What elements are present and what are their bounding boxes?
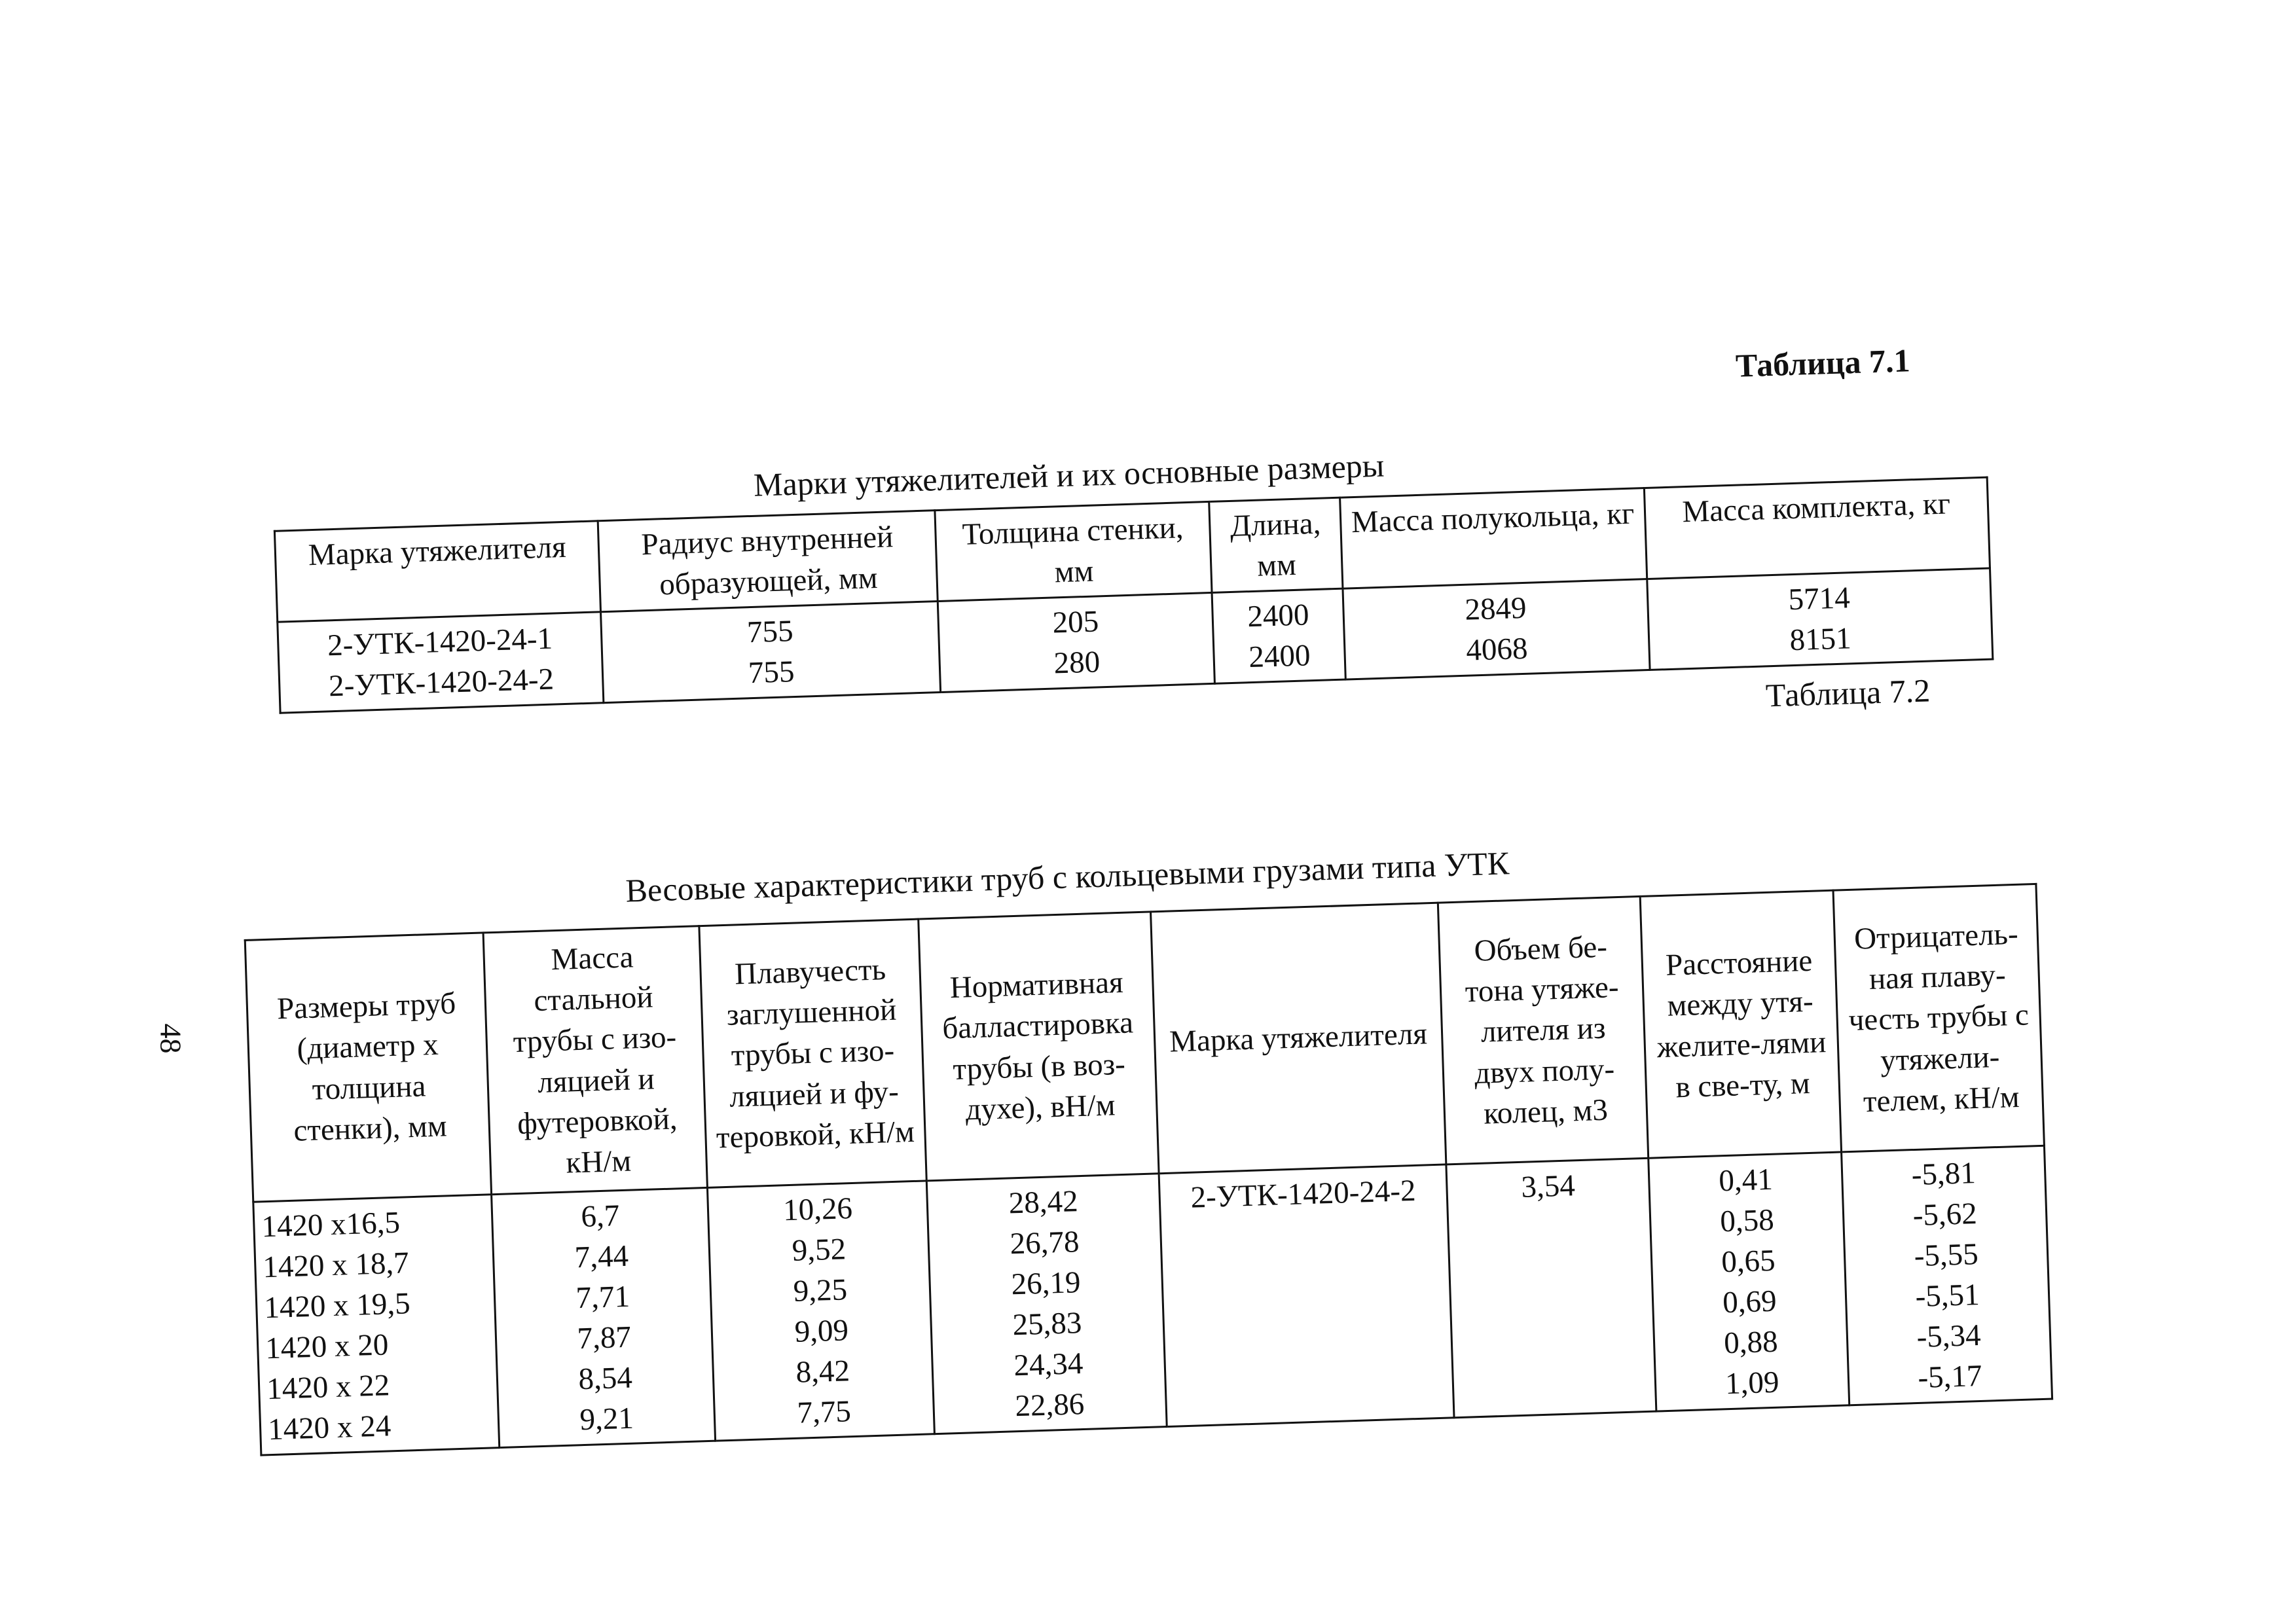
header-set-mass: Масса комплекта, кг xyxy=(1644,477,1990,579)
table-cell: 755 xyxy=(746,614,794,650)
table-cell: 1420 х 22 xyxy=(266,1368,391,1407)
table-cell: 4068 xyxy=(1465,631,1529,668)
cell-negative-buoyancy xyxy=(1842,1146,2052,1405)
table-cell: 26,78 xyxy=(1009,1225,1080,1261)
table-cell: 22,86 xyxy=(1014,1387,1085,1424)
table-cell: 24,34 xyxy=(1013,1346,1084,1383)
table-cell: 0,41 xyxy=(1718,1162,1774,1199)
table-cell: -5,34 xyxy=(1916,1318,1982,1355)
cell-spacing xyxy=(1649,1152,1850,1411)
table-cell: 2-УТК-1420-24-2 xyxy=(1190,1173,1417,1215)
cell-buoyancy xyxy=(707,1181,934,1441)
cell-inner-radius xyxy=(601,602,941,703)
cell-weight-marks xyxy=(278,612,604,713)
table-cell: 0,58 xyxy=(1719,1202,1775,1239)
table-7-2-title: Весовые характеристики труб с кольцевыми грузами типа УТК xyxy=(625,844,1510,909)
cell-length xyxy=(1212,588,1345,683)
header-weight-mark: Марка утяжелителя xyxy=(1150,903,1446,1174)
table-cell: 2849 xyxy=(1464,590,1527,627)
header-half-ring-mass: Масса полукольца, кг xyxy=(1340,488,1647,589)
cell-half-ring-mass xyxy=(1343,579,1650,680)
table-cell: 7,44 xyxy=(574,1238,629,1275)
table-7-2-label: Таблица 7.2 xyxy=(1765,672,1931,714)
table-cell: 28,42 xyxy=(1008,1184,1079,1221)
table-cell: 1420 х16,5 xyxy=(261,1205,401,1244)
table-cell: 1420 х 24 xyxy=(267,1409,392,1447)
table-cell: 8,42 xyxy=(795,1354,850,1390)
cell-set-mass xyxy=(1647,568,1992,670)
table-cell: 2-УТК-1420-24-1 xyxy=(327,621,553,663)
cell-concrete-volume xyxy=(1446,1158,1656,1418)
table-cell: 280 xyxy=(1053,645,1101,681)
table-cell: 3,54 xyxy=(1520,1168,1576,1204)
cell-ballasting xyxy=(926,1174,1167,1434)
header-pipe-sizes: Размеры труб (диаметр х толщина стенки), мм xyxy=(245,933,492,1202)
header-wall-thickness: Толщина стенки, мм xyxy=(935,501,1212,601)
cell-pipe-sizes xyxy=(253,1195,500,1455)
table-cell: 5714 xyxy=(1787,581,1851,617)
table-cell: 2400 xyxy=(1248,638,1311,675)
table-cell: -5,62 xyxy=(1912,1197,1978,1233)
table-cell: -5,81 xyxy=(1911,1156,1977,1193)
table-cell: 0,88 xyxy=(1723,1324,1779,1361)
table-cell: 1420 х 18,7 xyxy=(262,1246,410,1285)
header-length: Длина, мм xyxy=(1209,497,1343,592)
table-cell: 10,26 xyxy=(782,1191,853,1228)
table-7-1-title: Марки утяжелителей и их основные размеры xyxy=(753,446,1385,503)
table-cell: 7,87 xyxy=(576,1320,632,1356)
table-cell: 8151 xyxy=(1789,621,1852,658)
table-cell: 7,71 xyxy=(575,1279,630,1316)
table-7-2 xyxy=(244,883,2053,1456)
table-cell: 9,09 xyxy=(793,1313,849,1349)
table-cell: 0,69 xyxy=(1722,1284,1777,1320)
table-7-1-label: Таблица 7.1 xyxy=(1735,342,1911,384)
table-cell: 25,83 xyxy=(1011,1306,1083,1343)
table-cell: 9,21 xyxy=(579,1401,634,1437)
page-number: 48 xyxy=(154,1023,188,1054)
header-inner-radius: Радиус внутренней образующей, мм xyxy=(598,511,938,612)
table-cell: 205 xyxy=(1051,604,1099,640)
header-steel-pipe-mass: Масса стальной трубы с изо-ляцией и футеровкой, кН/м xyxy=(483,926,707,1195)
table-cell: -5,17 xyxy=(1917,1359,1983,1396)
table-cell: 26,19 xyxy=(1010,1265,1082,1302)
table-cell: 9,25 xyxy=(792,1272,848,1308)
header-weight-mark: Марка утяжелителя xyxy=(274,521,601,623)
cell-wall-thickness xyxy=(938,592,1215,692)
header-negative-buoyancy: Отрицатель-ная плаву-честь трубы с утяжели-телем, кН/м xyxy=(1833,884,2044,1152)
table-cell: 1420 х 20 xyxy=(264,1327,390,1366)
header-ballasting: Нормативная балластировка трубы (в воз-духе), вН/м xyxy=(919,912,1159,1181)
cell-steel-pipe-mass xyxy=(492,1187,716,1447)
table-cell: 0,65 xyxy=(1721,1243,1776,1280)
table-cell: 7,75 xyxy=(796,1394,852,1430)
header-buoyancy: Плавучесть заглушенной трубы с изо-ляцией и фу-теровкой, кН/м xyxy=(699,919,926,1187)
table-cell: -5,51 xyxy=(1914,1278,1980,1314)
header-concrete-volume: Объем бе-тона утяже-лителя из двух полу-колец, м3 xyxy=(1438,896,1649,1164)
table-cell: 1420 х 19,5 xyxy=(263,1286,411,1326)
table-cell: 755 xyxy=(748,655,795,691)
table-cell: 1,09 xyxy=(1724,1365,1780,1401)
table-cell: 2400 xyxy=(1247,598,1310,634)
table-cell: 9,52 xyxy=(792,1232,847,1268)
table-cell: 8,54 xyxy=(577,1360,633,1397)
table-cell: -5,55 xyxy=(1913,1237,1979,1274)
table-cell: 6,7 xyxy=(580,1199,621,1234)
header-spacing: Расстояние между утя-желите-лями в све-ту, м xyxy=(1640,890,1841,1158)
table-7-1 xyxy=(274,477,1994,714)
table-cell: 2-УТК-1420-24-2 xyxy=(328,662,555,704)
cell-weight-mark xyxy=(1159,1164,1454,1427)
